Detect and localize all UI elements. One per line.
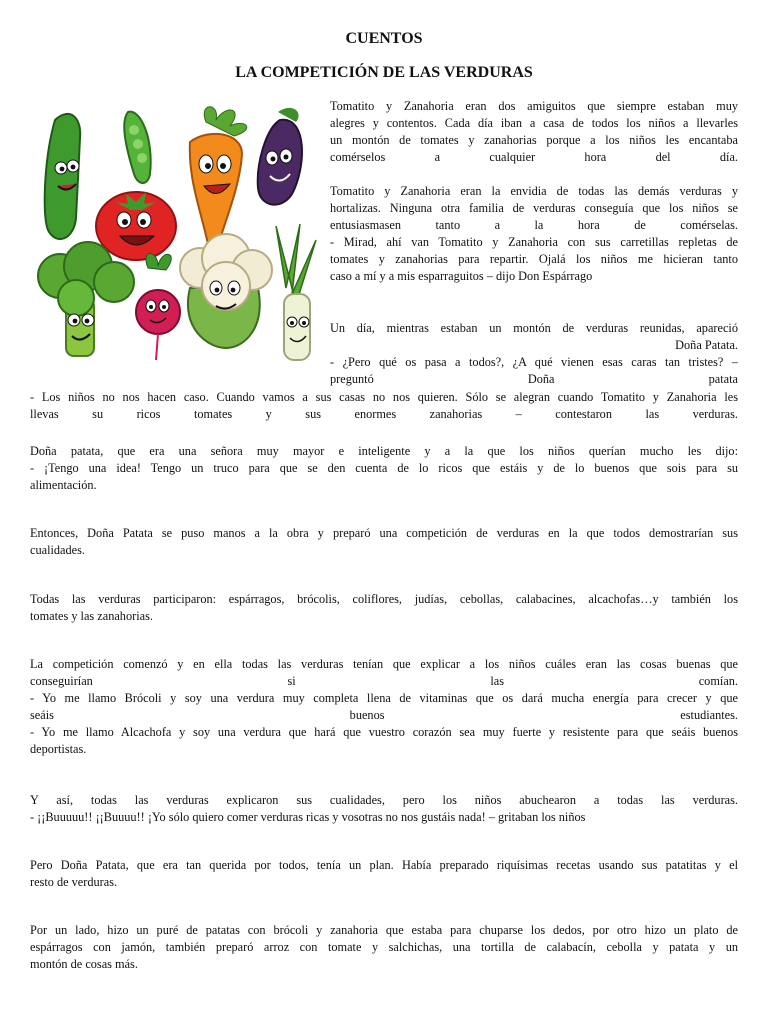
tomato-icon xyxy=(96,192,176,260)
text-line: La competición comenzó y en ella todas las verduras tenían que explicar a los niños cuáles eran las cosas buenas que xyxy=(30,657,738,671)
pea-pod-icon xyxy=(124,112,150,183)
text-line: comérselos a cualquier hora del día. xyxy=(330,150,738,164)
text-line: caso a mí y a mis esparraguitos – dijo Don Espárrago xyxy=(330,269,593,283)
text-line: - Mirad, ahí van Tomatito y Zanahoria con sus carretillas repletas de xyxy=(330,235,738,249)
paragraph-5 xyxy=(30,443,738,494)
paragraph-2 xyxy=(330,183,738,285)
text-line: Entonces, Doña Patata se puso manos a la obra y preparó una competición de verduras en la que todos demostrarían sus xyxy=(30,526,738,540)
eggplant-icon xyxy=(258,108,302,205)
story-title: LA COMPETICIÓN DE LAS VERDURAS xyxy=(235,64,533,81)
text-line: montón de cosas más. xyxy=(30,957,138,971)
paragraph-11 xyxy=(30,922,738,973)
radish-icon xyxy=(136,254,180,361)
text-line: hortalizas. Ninguna otra familia de verduras conseguía que los niños se xyxy=(330,201,738,215)
text-line: Tomatito y Zanahoria eran dos amiguitos que siempre estaban muy xyxy=(330,99,738,113)
cucumber-icon xyxy=(45,114,81,239)
paragraph-4 xyxy=(30,389,738,423)
text-line: Todas las verduras participaron: espárragos, brócolis, coliflores, judías, cebollas, calabacines, alcachofas…y también los xyxy=(30,592,738,606)
text-line: espárragos con jamón, también preparó arroz con tomate y salchichas, una tortilla de calabacín, cebolla y patata y un xyxy=(30,940,738,954)
text-line: - Yo me llamo Brócoli y soy una verdura muy completa llena de vitaminas que os dará mucha energía para crecer y que xyxy=(30,691,738,705)
text-line: - Yo me llamo Alcachofa y soy una verdura que hará que vuestro corazón sea muy fuerte y resistente para que seáis buenos xyxy=(30,725,738,739)
text-line: seáis buenos estudiantes. xyxy=(30,708,738,722)
text-line: conseguirían si las comían. xyxy=(30,674,738,688)
text-line: tomates y las zanahorias. xyxy=(30,609,153,623)
paragraph-9 xyxy=(30,792,738,826)
text-line: tomates y zanahorias para repartir. Ojalá los niños me hicieran tanto xyxy=(330,252,738,266)
text-line: Doña patata, que era una señora muy mayor e inteligente y a la que los niños querían mucho les dijo: xyxy=(30,444,738,458)
section-heading: CUENTOS xyxy=(345,30,423,47)
paragraph-1 xyxy=(330,98,738,166)
paragraph-7 xyxy=(30,591,738,625)
carrot-icon xyxy=(190,107,247,254)
text-line: - ¿Pero qué os pasa a todos?, ¿A qué vienen esas caras tan tristes? – xyxy=(330,355,738,369)
text-line: preguntó Doña patata xyxy=(330,372,738,386)
text-line: deportistas. xyxy=(30,742,87,756)
text-line: entusiasmasen tanto a la hora de comérselas. xyxy=(330,218,738,232)
text-line: un montón de tomates y zanahorias porque a los niños les encantaba xyxy=(330,133,738,147)
text-line: alimentación. xyxy=(30,478,97,492)
broccoli-icon xyxy=(38,242,134,356)
text-line: Tomatito y Zanahoria eran la envidia de todas las demás verduras y xyxy=(330,184,738,198)
paragraph-6 xyxy=(30,525,738,559)
cauliflower-icon xyxy=(180,234,272,348)
text-line: - ¡¡Buuuuu!! ¡¡Buuuu!! ¡Yo sólo quiero comer verduras ricas y vosotras no nos gustáis nada! – gritaban los niños xyxy=(30,810,586,824)
text-line: - Los niños no nos hacen caso. Cuando vamos a sus casas no nos quieren. Sólo se alegran cuando Tomatito y Zanahoria les xyxy=(30,390,738,404)
text-line: Doña Patata. xyxy=(675,338,738,352)
text-line: Por un lado, hizo un puré de patatas con brócoli y zanahoria que estaba para chuparse los dedos, por otro hizo un plato de xyxy=(30,923,738,937)
text-line: - ¡Tengo una idea! Tengo un truco para que se den cuenta de lo ricos que estáis y de lo buenos que sois para su xyxy=(30,461,738,475)
paragraph-8 xyxy=(30,656,738,758)
text-line: Y así, todas las verduras explicaron sus cualidades, pero los niños abuchearon a todas las verduras. xyxy=(30,793,738,807)
text-line: resto de verduras. xyxy=(30,875,118,889)
paragraph-10 xyxy=(30,857,738,891)
text-line: Un día, mientras estaban un montón de verduras reunidas, apareció xyxy=(330,321,738,335)
text-line: Pero Doña Patata, que era tan querida por todos, tenía un plan. Había preparado riquísimas recetas usando sus patatitas y el xyxy=(30,858,738,872)
leek-icon xyxy=(276,224,316,360)
text-line: alegres y contentos. Cada día iban a casa de todos los niños a llevarles xyxy=(330,116,738,130)
text-line: llevas su ricos tomates y sus enormes zanahorias – contestaron las verduras. xyxy=(30,407,738,421)
text-line: cualidades. xyxy=(30,543,85,557)
paragraph-3 xyxy=(330,320,738,388)
vegetables-illustration xyxy=(30,98,322,370)
